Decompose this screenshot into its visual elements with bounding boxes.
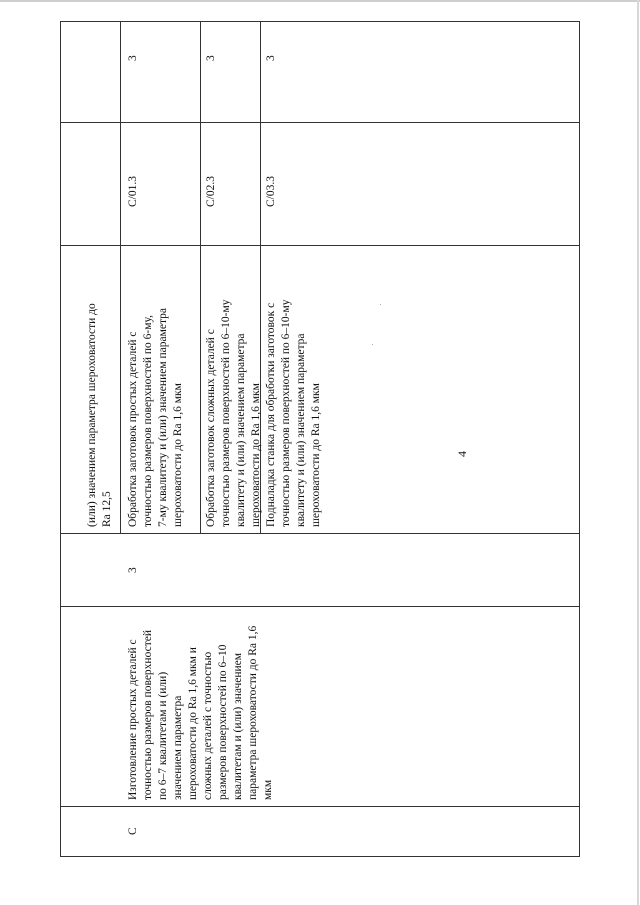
- text-line: Подналадка станка для обработки заготовок с: [265, 302, 277, 527]
- col-divider-function: [60, 245, 580, 246]
- function-2-description: [204, 299, 264, 527]
- col-divider-fcode: [60, 122, 580, 123]
- top-row-description: [85, 303, 115, 527]
- function-3-description: [264, 299, 324, 527]
- text-line: точностью размеров поверхностей по 6–10-му: [220, 299, 232, 527]
- table-border-top: [60, 21, 61, 857]
- text-line: по 6–7 квалитетам и (или): [157, 671, 169, 800]
- text-line: точностью размеров поверхностей: [142, 629, 154, 800]
- text-line: мкм: [262, 779, 274, 800]
- scan-speck: [380, 304, 381, 305]
- text-line: значением параметра: [172, 695, 184, 800]
- text-line: квалитетам и (или) значением: [232, 652, 244, 800]
- function-1-description: [126, 308, 186, 527]
- function-3-level: 3: [265, 55, 277, 61]
- function-2-level: 3: [205, 55, 217, 61]
- text-line: шероховатости до Ra 1,6 мкм и: [187, 647, 199, 800]
- text-line: Обработка заготовок простых деталей с: [127, 331, 139, 527]
- text-line: Обработка заготовок сложных деталей с: [205, 329, 217, 527]
- function-2-code: С/02.3: [205, 176, 217, 207]
- page-number: 4: [455, 451, 469, 457]
- text-line: квалитету и (или) значением параметра: [295, 333, 307, 527]
- section-code: С: [127, 827, 139, 835]
- function-1-level: 3: [127, 55, 139, 61]
- table-border-right: [60, 21, 580, 22]
- text-line: шероховатости до Ra 1,6 мкм: [310, 383, 322, 527]
- function-1-code: С/01.3: [127, 176, 139, 207]
- row-divider-1: [120, 21, 121, 534]
- table-border-bottom: [579, 21, 580, 857]
- text-line: шероховатости до Ra 1,6 мкм: [172, 383, 184, 527]
- function-table: [60, 21, 580, 857]
- text-line: (или) значением параметра шероховатости до: [86, 303, 98, 527]
- text-line: точностью размеров поверхностей по 6–10-му: [280, 299, 292, 527]
- text-line: Изготовление простых деталей с: [127, 639, 139, 800]
- text-line: сложных деталей с точностью: [202, 651, 214, 800]
- function-3-code: С/03.3: [265, 176, 277, 207]
- text-line: квалитету и (или) значением параметра: [235, 333, 247, 527]
- text-line: шероховатости до Ra 1,6 мкм: [250, 383, 262, 527]
- col-divider-name: [60, 606, 580, 607]
- text-line: точностью размеров поверхностей по 6-му,: [142, 315, 154, 527]
- section-level: 3: [127, 567, 139, 573]
- section-name: [126, 626, 276, 800]
- table-border-left: [60, 856, 580, 857]
- scan-speck: [372, 344, 373, 345]
- text-line: параметра шероховатости до Ra 1,6: [247, 625, 259, 800]
- text-line: размеров поверхностей по 6–10: [217, 644, 229, 800]
- col-divider-code: [60, 806, 580, 807]
- text-line: Ra 12,5: [101, 491, 113, 527]
- text-line: 7-му квалитету и (или) значением параметра: [157, 308, 169, 527]
- row-divider-2: [200, 21, 201, 534]
- col-divider-level: [60, 533, 580, 534]
